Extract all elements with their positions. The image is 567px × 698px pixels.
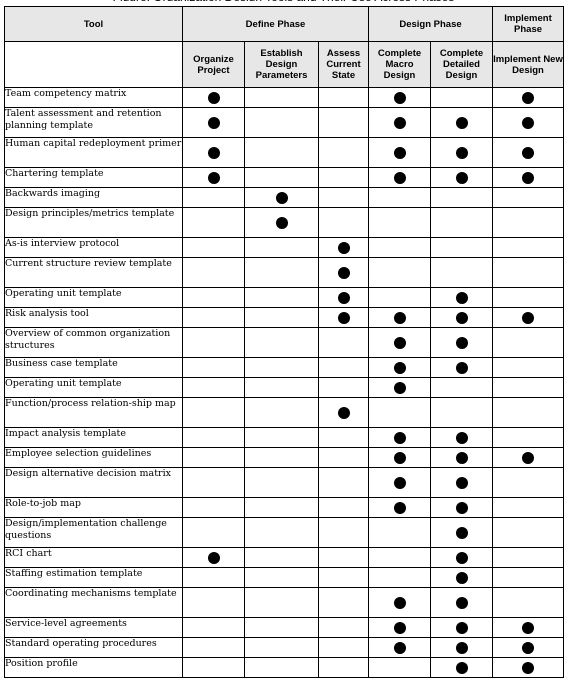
filled-circle-icon	[456, 362, 468, 374]
table-row	[5, 618, 564, 638]
filled-circle-icon	[522, 172, 534, 184]
filled-circle-icon	[394, 172, 406, 184]
mark-cell	[431, 188, 493, 208]
mark-cell	[245, 498, 319, 518]
mark-cell	[369, 258, 431, 288]
mark-cell	[493, 168, 564, 188]
mark-cell	[183, 618, 245, 638]
mark-cell	[183, 468, 245, 498]
mark-cell	[319, 168, 369, 188]
filled-circle-icon	[456, 502, 468, 514]
mark-cell	[245, 398, 319, 428]
filled-circle-icon	[522, 622, 534, 634]
tool-name: RCI chart	[5, 548, 183, 568]
table-row	[5, 138, 564, 168]
table-row	[5, 448, 564, 468]
tool-rows	[5, 88, 564, 678]
tool-name: Position profile	[5, 658, 183, 678]
mark-cell	[319, 448, 369, 468]
filled-circle-icon	[456, 572, 468, 584]
tools-table	[4, 6, 564, 678]
mark-cell	[493, 448, 564, 468]
filled-circle-icon	[338, 267, 350, 279]
mark-cell	[369, 108, 431, 138]
filled-circle-icon	[456, 147, 468, 159]
col-complete-detailed-design: Complete Detailed Design	[431, 42, 493, 88]
table-row	[5, 498, 564, 518]
mark-cell	[431, 498, 493, 518]
mark-cell	[183, 288, 245, 308]
mark-cell	[369, 398, 431, 428]
mark-cell	[431, 258, 493, 288]
filled-circle-icon	[456, 117, 468, 129]
mark-cell	[245, 238, 319, 258]
tool-name: Talent assessment and retention planning template	[5, 108, 183, 138]
mark-cell	[369, 328, 431, 358]
filled-circle-icon	[394, 147, 406, 159]
mark-cell	[245, 168, 319, 188]
tool-subheader-blank	[5, 42, 183, 88]
mark-cell	[369, 428, 431, 448]
mark-cell	[493, 638, 564, 658]
mark-cell	[245, 468, 319, 498]
tool-name: Operating unit template	[5, 378, 183, 398]
mark-cell	[493, 518, 564, 548]
mark-cell	[493, 258, 564, 288]
mark-cell	[319, 518, 369, 548]
filled-circle-icon	[394, 362, 406, 374]
mark-cell	[369, 448, 431, 468]
mark-cell	[369, 618, 431, 638]
mark-cell	[183, 568, 245, 588]
mark-cell	[369, 518, 431, 548]
mark-cell	[183, 328, 245, 358]
mark-cell	[319, 548, 369, 568]
mark-cell	[245, 568, 319, 588]
mark-cell	[431, 288, 493, 308]
mark-cell	[431, 618, 493, 638]
filled-circle-icon	[394, 382, 406, 394]
table-row	[5, 658, 564, 678]
col-complete-macro-design: Complete Macro Design	[369, 42, 431, 88]
mark-cell	[369, 168, 431, 188]
mark-cell	[493, 498, 564, 518]
filled-circle-icon	[338, 407, 350, 419]
mark-cell	[493, 618, 564, 638]
mark-cell	[245, 108, 319, 138]
mark-cell	[245, 638, 319, 658]
mark-cell	[431, 548, 493, 568]
table-row	[5, 588, 564, 618]
mark-cell	[369, 498, 431, 518]
filled-circle-icon	[394, 622, 406, 634]
mark-cell	[245, 328, 319, 358]
mark-cell	[431, 448, 493, 468]
filled-circle-icon	[456, 292, 468, 304]
filled-circle-icon	[522, 452, 534, 464]
mark-cell	[369, 548, 431, 568]
mark-cell	[183, 658, 245, 678]
mark-cell	[183, 308, 245, 328]
filled-circle-icon	[394, 502, 406, 514]
mark-cell	[431, 328, 493, 358]
tool-name: Risk analysis tool	[5, 308, 183, 328]
mark-cell	[431, 658, 493, 678]
mark-cell	[431, 238, 493, 258]
mark-cell	[369, 358, 431, 378]
filled-circle-icon	[338, 312, 350, 324]
table-row	[5, 208, 564, 238]
mark-cell	[369, 308, 431, 328]
table-row	[5, 378, 564, 398]
mark-cell	[369, 568, 431, 588]
implement-phase-header: Implement Phase	[493, 7, 564, 42]
tool-name: Business case template	[5, 358, 183, 378]
mark-cell	[245, 138, 319, 168]
table-row	[5, 308, 564, 328]
mark-cell	[431, 108, 493, 138]
mark-cell	[245, 208, 319, 238]
mark-cell	[245, 188, 319, 208]
mark-cell	[183, 168, 245, 188]
filled-circle-icon	[522, 642, 534, 654]
table-row	[5, 188, 564, 208]
mark-cell	[369, 208, 431, 238]
filled-circle-icon	[456, 452, 468, 464]
tool-name: Human capital redeployment primer	[5, 138, 183, 168]
filled-circle-icon	[394, 337, 406, 349]
mark-cell	[319, 188, 369, 208]
table-row	[5, 358, 564, 378]
mark-cell	[183, 398, 245, 428]
filled-circle-icon	[208, 172, 220, 184]
filled-circle-icon	[208, 552, 220, 564]
mark-cell	[183, 588, 245, 618]
tool-name: Service-level agreements	[5, 618, 183, 638]
step-header-row	[5, 42, 564, 88]
mark-cell	[369, 588, 431, 618]
filled-circle-icon	[394, 432, 406, 444]
filled-circle-icon	[456, 477, 468, 489]
filled-circle-icon	[338, 292, 350, 304]
filled-circle-icon	[456, 597, 468, 609]
mark-cell	[245, 288, 319, 308]
tool-name: Chartering template	[5, 168, 183, 188]
filled-circle-icon	[522, 147, 534, 159]
mark-cell	[183, 548, 245, 568]
mark-cell	[245, 258, 319, 288]
mark-cell	[431, 378, 493, 398]
tool-name: Design/implementation challenge questions	[5, 518, 183, 548]
mark-cell	[183, 88, 245, 108]
tool-name: Operating unit template	[5, 288, 183, 308]
table-row	[5, 398, 564, 428]
mark-cell	[369, 378, 431, 398]
mark-cell	[183, 518, 245, 548]
mark-cell	[183, 448, 245, 468]
mark-cell	[493, 588, 564, 618]
filled-circle-icon	[394, 477, 406, 489]
mark-cell	[319, 258, 369, 288]
filled-circle-icon	[456, 432, 468, 444]
mark-cell	[493, 208, 564, 238]
filled-circle-icon	[456, 642, 468, 654]
mark-cell	[319, 288, 369, 308]
mark-cell	[319, 88, 369, 108]
table-row	[5, 88, 564, 108]
tool-name: Function/process relation-ship map	[5, 398, 183, 428]
tool-name: Employee selection guidelines	[5, 448, 183, 468]
tool-name: Standard operating procedures	[5, 638, 183, 658]
mark-cell	[431, 588, 493, 618]
filled-circle-icon	[522, 312, 534, 324]
mark-cell	[369, 88, 431, 108]
mark-cell	[245, 618, 319, 638]
mark-cell	[319, 358, 369, 378]
tool-name: Staffing estimation template	[5, 568, 183, 588]
mark-cell	[319, 658, 369, 678]
mark-cell	[493, 108, 564, 138]
table-row	[5, 638, 564, 658]
mark-cell	[245, 588, 319, 618]
mark-cell	[245, 428, 319, 448]
mark-cell	[431, 358, 493, 378]
mark-cell	[183, 378, 245, 398]
mark-cell	[319, 208, 369, 238]
mark-cell	[369, 238, 431, 258]
table-row	[5, 468, 564, 498]
table-row	[5, 238, 564, 258]
filled-circle-icon	[522, 92, 534, 104]
mark-cell	[183, 358, 245, 378]
filled-circle-icon	[276, 217, 288, 229]
mark-cell	[431, 518, 493, 548]
filled-circle-icon	[456, 662, 468, 674]
figure-caption	[8, 0, 559, 1]
mark-cell	[245, 548, 319, 568]
mark-cell	[319, 428, 369, 448]
mark-cell	[493, 188, 564, 208]
filled-circle-icon	[456, 622, 468, 634]
mark-cell	[369, 658, 431, 678]
mark-cell	[319, 378, 369, 398]
table-row	[5, 108, 564, 138]
col-implement-new-design: Implement New Design	[493, 42, 564, 88]
define-phase-header: Define Phase	[183, 7, 369, 42]
mark-cell	[183, 258, 245, 288]
table-row	[5, 168, 564, 188]
mark-cell	[493, 308, 564, 328]
mark-cell	[319, 498, 369, 518]
mark-cell	[369, 138, 431, 168]
mark-cell	[369, 188, 431, 208]
design-phase-header: Design Phase	[369, 7, 493, 42]
mark-cell	[319, 588, 369, 618]
mark-cell	[245, 658, 319, 678]
mark-cell	[431, 638, 493, 658]
filled-circle-icon	[456, 337, 468, 349]
col-assess-current-state: Assess Current State	[319, 42, 369, 88]
mark-cell	[493, 138, 564, 168]
mark-cell	[245, 448, 319, 468]
filled-circle-icon	[394, 92, 406, 104]
table-row	[5, 288, 564, 308]
mark-cell	[183, 638, 245, 658]
mark-cell	[319, 108, 369, 138]
mark-cell	[493, 288, 564, 308]
filled-circle-icon	[394, 117, 406, 129]
mark-cell	[183, 238, 245, 258]
tool-name: As-is interview protocol	[5, 238, 183, 258]
mark-cell	[493, 468, 564, 498]
mark-cell	[183, 138, 245, 168]
filled-circle-icon	[208, 147, 220, 159]
mark-cell	[319, 638, 369, 658]
mark-cell	[493, 378, 564, 398]
mark-cell	[431, 208, 493, 238]
mark-cell	[369, 288, 431, 308]
mark-cell	[319, 308, 369, 328]
mark-cell	[319, 568, 369, 588]
tool-name: Design principles/metrics template	[5, 208, 183, 238]
filled-circle-icon	[456, 527, 468, 539]
mark-cell	[245, 308, 319, 328]
mark-cell	[183, 498, 245, 518]
mark-cell	[493, 88, 564, 108]
filled-circle-icon	[394, 642, 406, 654]
mark-cell	[183, 188, 245, 208]
mark-cell	[493, 238, 564, 258]
mark-cell	[245, 518, 319, 548]
tool-name: Role-to-job map	[5, 498, 183, 518]
mark-cell	[319, 398, 369, 428]
mark-cell	[183, 428, 245, 448]
table-row	[5, 428, 564, 448]
filled-circle-icon	[456, 552, 468, 564]
filled-circle-icon	[208, 92, 220, 104]
filled-circle-icon	[522, 662, 534, 674]
filled-circle-icon	[394, 312, 406, 324]
table-row	[5, 258, 564, 288]
filled-circle-icon	[456, 172, 468, 184]
filled-circle-icon	[276, 192, 288, 204]
mark-cell	[319, 138, 369, 168]
mark-cell	[493, 548, 564, 568]
mark-cell	[319, 238, 369, 258]
col-establish-design-parameters: Establish Design Parameters	[245, 42, 319, 88]
tool-name: Overview of common organization structures	[5, 328, 183, 358]
table-row	[5, 568, 564, 588]
table-row	[5, 328, 564, 358]
table-row	[5, 548, 564, 568]
tool-name: Backwards imaging	[5, 188, 183, 208]
mark-cell	[369, 468, 431, 498]
mark-cell	[431, 168, 493, 188]
filled-circle-icon	[522, 117, 534, 129]
filled-circle-icon	[394, 597, 406, 609]
mark-cell	[369, 638, 431, 658]
filled-circle-icon	[394, 452, 406, 464]
mark-cell	[431, 308, 493, 328]
mark-cell	[183, 208, 245, 238]
mark-cell	[431, 568, 493, 588]
mark-cell	[245, 88, 319, 108]
mark-cell	[431, 468, 493, 498]
table-row	[5, 518, 564, 548]
tool-name: Current structure review template	[5, 258, 183, 288]
mark-cell	[319, 328, 369, 358]
mark-cell	[431, 138, 493, 168]
mark-cell	[431, 428, 493, 448]
mark-cell	[319, 468, 369, 498]
filled-circle-icon	[456, 312, 468, 324]
tool-name: Team competency matrix	[5, 88, 183, 108]
filled-circle-icon	[338, 242, 350, 254]
filled-circle-icon	[208, 117, 220, 129]
mark-cell	[493, 328, 564, 358]
tool-name: Impact analysis template	[5, 428, 183, 448]
col-organize-project: Organize Project	[183, 42, 245, 88]
mark-cell	[183, 108, 245, 138]
mark-cell	[245, 358, 319, 378]
phase-header-row	[5, 7, 564, 42]
mark-cell	[493, 398, 564, 428]
mark-cell	[431, 88, 493, 108]
tool-name: Coordinating mechanisms template	[5, 588, 183, 618]
mark-cell	[493, 358, 564, 378]
mark-cell	[493, 568, 564, 588]
mark-cell	[431, 398, 493, 428]
mark-cell	[245, 378, 319, 398]
mark-cell	[319, 618, 369, 638]
tool-name: Design alternative decision matrix	[5, 468, 183, 498]
mark-cell	[493, 428, 564, 448]
tool-column-header: Tool	[5, 7, 183, 42]
mark-cell	[493, 658, 564, 678]
